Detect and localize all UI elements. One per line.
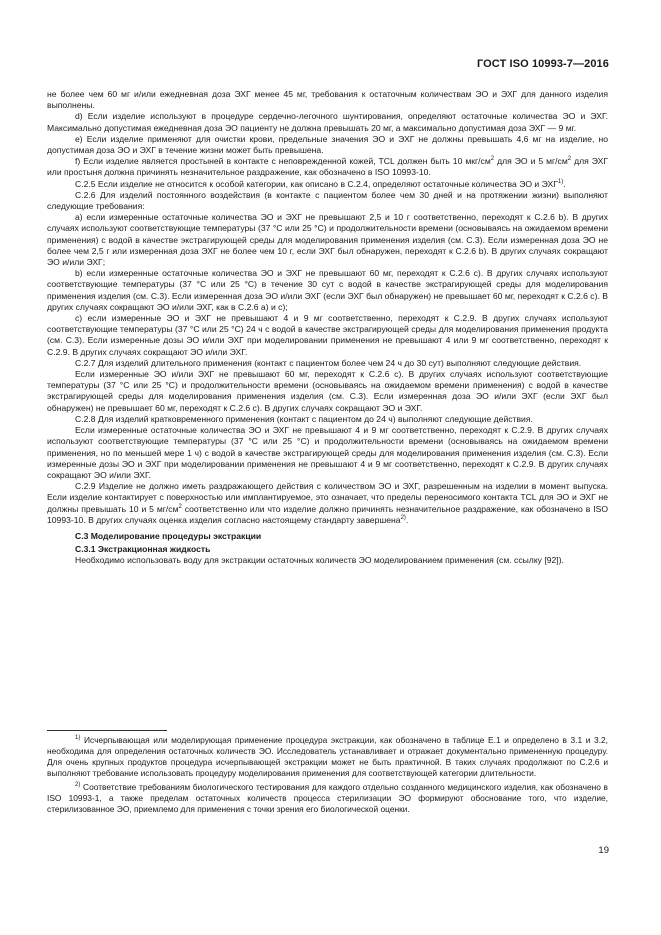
text-run: C.2.9 Изделие не должно иметь раздражающего действия с количеством ЭО и ЭХГ, разрешенным на изделии в момент выпуска. Если изделие контактирует с поверхностью или имплантируемое, это означает, что пределы переносимого контакта TCL для ЭО и ЭХГ не должны превышать 10 и 5 мг/см xyxy=(47,481,608,514)
section-heading: C.3 Моделирование процедуры экстракции xyxy=(75,530,262,541)
footnote-ref: 1) xyxy=(557,178,564,185)
footnote-divider xyxy=(47,730,167,731)
footnote-ref: 2) xyxy=(400,514,406,521)
paragraph-f xyxy=(47,156,608,178)
paragraph: Необходимо использовать воду для экстракции остаточных количеств ЭО моделированием применения (см. ссылку [92]). xyxy=(75,555,564,566)
text-run: для ЭО и 5 мг/см xyxy=(494,156,568,167)
paragraph-d: d) Если изделие используют в процедуре сердечно-легочного шунтирования, определяют остаточные количества ЭО и ЭХГ. Максимально допустимая ежедневная доза ЭО пациенту не должна превышать 20 мг, а максимально допустимая доза ЭХГ — 9 мг. xyxy=(47,111,608,133)
superscript: 2 xyxy=(490,156,495,163)
superscript: 2 xyxy=(178,503,182,510)
paragraph-c-2-6: C.2.6 Для изделий постоянного воздействия (в контакте с пациентом более чем 30 дней и на протяжении жизни) выполняют следующие требования: xyxy=(47,189,608,212)
paragraph-a: a) если измеренные остаточные количества ЭО и ЭХГ не превышают 2,5 и 10 г соответственно, переходят к С.2.6 b). В других случаях используют соответствующие температуры (37 °С или 25 °С) и продолжительности времени (основываясь на ожидаемом времени применения) с водой в качестве экстрагирующей среды для моделирования применения изделия (см. С.3). Если измеренная доза ЭО не более чем 2,5 г или измеренная доза ЭХГ не более чем 10 г, если ЭХГ был обнаружен, переходят к С.2.6 b). В других случаях сокращают ЭО и/или ЭХГ; xyxy=(47,212,608,268)
paragraph-c-2-5 xyxy=(47,179,608,190)
main-text xyxy=(47,89,608,567)
footnotes xyxy=(47,735,608,818)
paragraph-c-2-7: C.2.7 Для изделий длительного применения (контакт с пациентом более чем 24 ч до 30 сут) выполняют следующие действия. xyxy=(75,357,582,368)
text-run: C.2.5 Если изделие не относится к особой категории, как описано в С.2.4, определяют остаточные количества ЭО и ЭХГ xyxy=(75,178,558,189)
paragraph-c: c) если измеренные ЭО и ЭХГ не превышают 4 и 9 мг соответственно, переходят к С.2.9. В других случаях используют соответствующие температуры (37 °С или 25 °С) 24 ч с водой в качестве экстрагирующей среды для моделирования применения продукта (см. С.3). Если измеренные дозы ЭО и/или ЭХГ при моделировании применения не превышают 4 или 9 мг соответственно, переходят к С.2.9. В других случаях сокращают ЭО и/или ЭХГ. xyxy=(47,313,608,357)
paragraph: Если измеренные ЭО и/или ЭХГ не превышают 60 мг, переходят к С.2.6 с). В других случаях используют соответствующие температуры (37 °С или 25 °С) и продолжительности времени (основываясь на ожидаемом времени применения) с водой в качестве экстрагирующей среды для моделирования применения изделия (см. С.3). Если измеренная доза ЭО и/или ЭХГ (если ЭХГ был обнаружен) не превышает 60 мг, переходят к С.2.6 с). В других случаях сокращают ЭО и ЭХГ. xyxy=(47,369,608,413)
text-run: для ЭХГ или простыня должна причинять незначительное раздражение, как обозначено в ISO 10993-10. xyxy=(47,156,609,178)
footnote-marker: 1) xyxy=(75,735,81,742)
footnote-text: Исчерпывающая или моделирующая применение процедура экстракции, как обозначено в таблице Е.1 и определено в 3.1 и 3.2, необходима для определения остаточных количеств ЭО. Исследователь устанавливает и отражает документально примененную процедуру. Для очень крупных продуктов процедура исчерпывающей экстракции может не быть практичной. В таких случаях продолжают по С.2.6 и выполняют требование использовать процедуру моделирования применения для соответствующей категории длительности. xyxy=(47,735,609,778)
paragraph-c-2-8: C.2.8 Для изделий кратковременного применения (контакт с пациентом до 24 ч) выполняют следующие действия. xyxy=(75,413,533,424)
paragraph-b: b) если измеренные остаточные количества ЭО и ЭХГ не превышают 60 мг, переходят к С.2.6 с). В других случаях используют соответствующие температуры (37 °С или 25 °С) в течение 30 сут с водой в качестве экстрагирующей среды для моделирования применения изделия (см. С.3). Если измеренная доза ЭО и/или ЭХГ (если ЭХГ был обнаружен) не превышает 60 мг, переходят к С.2.6 с). В других случаях сокращают ЭО и/или ЭХГ, как в С.2.6 а) и с); xyxy=(47,268,608,312)
footnote-2 xyxy=(47,782,608,815)
text-run: . xyxy=(405,514,409,525)
footnote-1 xyxy=(47,735,608,779)
superscript: 2 xyxy=(567,156,572,163)
paragraph: Если измеренные остаточные количества ЭО и ЭХГ не превышают 4 и 9 мг соответственно, переходят к С.2.9. В других случаях используют соответствующие температуры (37 °С или 25 °С) и продолжительности времени (основываясь на ожидаемом времени применения, но по меньшей мере 1 ч) с водой в качестве экстрагирующей среды для моделирования применения изделия (см. С.3). Если измеренные дозы ЭО и ЭХГ при моделировании применения не превышают 4 и 9 мг соответственно, переходят к С.2.9. В других случаях сокращают ЭО и/или ЭХГ. xyxy=(47,425,608,480)
paragraph-c-2-9 xyxy=(47,481,608,526)
page-number: 19 xyxy=(598,845,609,856)
paragraph: не более чем 60 мг и/или ежедневная доза ЭХГ менее 45 мг, требования к остаточным количествам ЭО и ЭХГ для данного изделия выполнены. xyxy=(47,89,608,111)
footnote-marker: 2) xyxy=(75,782,81,789)
text-run: f) Если изделие является простыней в контакте с неповрежденной кожей, TCL должен быть 10 мкг/см xyxy=(75,156,491,167)
standard-header: ГОСТ ISO 10993-7—2016 xyxy=(476,58,609,70)
subsection-heading: C.3.1 Экстракционная жидкость xyxy=(75,544,211,555)
footnote-text: Соответствие требованиям биологического тестирования для каждого отдельно созданного медицинского изделия, как обозначено в ISO 10993-1, а также пределам остаточных количеств процесса стерилизации ЭО формируют обоснование того, что изделие, стерилизованное ЭО, приемлемо для применения с точки зрения его биологической оценки. xyxy=(47,782,609,814)
text-run: . xyxy=(563,178,566,189)
paragraph-e: e) Если изделие применяют для очистки крови, предельные значения ЭО и ЭХГ не должны превышать 4,6 мг на изделие, но допустимая доза ЭО и ЭХГ в течение жизни может быть превышена. xyxy=(47,133,608,156)
text-run: соответственно или что изделие должно причинять незначительное раздражение, как обозначено в ISO 10993-10. В других случаях оценка изделия согласно настоящему стандарту завершена xyxy=(47,503,609,525)
